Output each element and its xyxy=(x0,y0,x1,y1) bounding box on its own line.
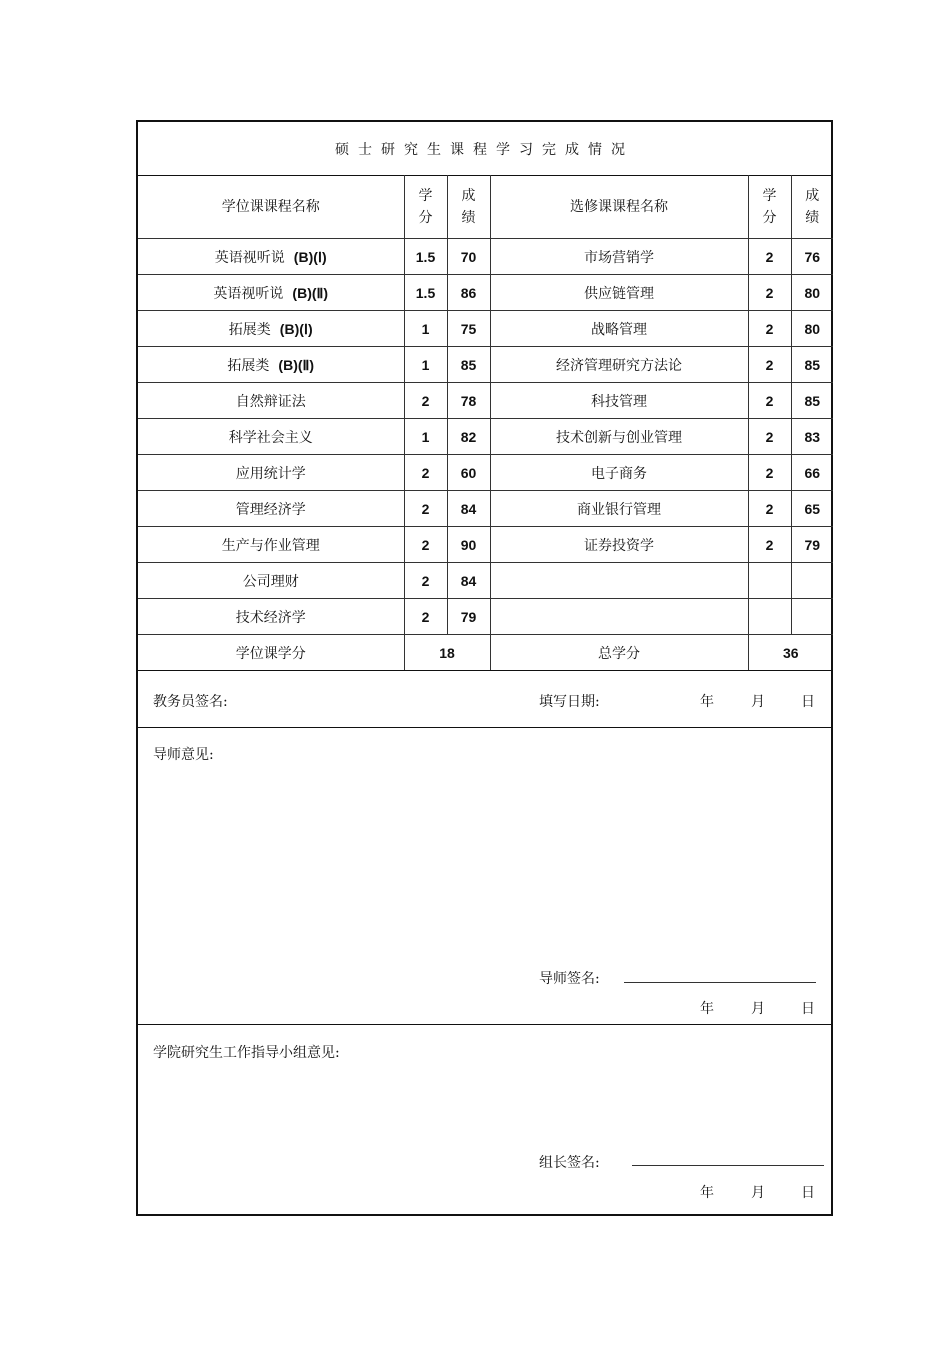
group-year-label: 年 xyxy=(700,1185,714,1201)
elective-course-name: 供应链管理 xyxy=(490,275,748,311)
elective-course-name: 科技管理 xyxy=(490,383,748,419)
degree-course-name-text: 自然辩证法 xyxy=(235,393,306,410)
advisor-signature-label: 导师签名: xyxy=(539,971,600,987)
degree-course-credit: 2 xyxy=(404,383,447,419)
degree-course-name-text: 生产与作业管理 xyxy=(221,537,320,554)
advisor-section xyxy=(138,728,831,1025)
elective-course-score xyxy=(791,563,833,599)
header-elective-credit: 学 分 xyxy=(748,175,791,239)
group-section xyxy=(138,1025,831,1216)
degree-course-level: (B)(Ⅱ) xyxy=(292,284,329,301)
group-month-label: 月 xyxy=(751,1185,765,1201)
table-row xyxy=(138,419,833,455)
degree-credit-total-value: 18 xyxy=(404,635,490,671)
elective-course-credit: 2 xyxy=(748,527,791,563)
elective-course-credit: 2 xyxy=(748,239,791,275)
elective-course-score: 80 xyxy=(791,311,833,347)
degree-course-credit: 1 xyxy=(404,347,447,383)
degree-course-credit: 2 xyxy=(404,527,447,563)
date-month-label: 月 xyxy=(751,694,765,710)
elective-course-name xyxy=(490,599,748,635)
degree-course-level: (B)(Ⅰ) xyxy=(293,248,327,265)
degree-course-name xyxy=(138,455,404,491)
degree-course-name-text: 管理经济学 xyxy=(235,501,306,518)
table-row xyxy=(138,455,833,491)
degree-course-name xyxy=(138,275,404,311)
elective-course-score: 80 xyxy=(791,275,833,311)
elective-course-credit xyxy=(748,599,791,635)
degree-course-credit: 2 xyxy=(404,491,447,527)
degree-course-name-text: 技术经济学 xyxy=(235,609,306,626)
degree-course-score: 79 xyxy=(447,599,490,635)
header-elective-course: 选修课课程名称 xyxy=(490,175,748,239)
elective-course-credit: 2 xyxy=(748,275,791,311)
elective-course-score: 76 xyxy=(791,239,833,275)
degree-course-name xyxy=(138,239,404,275)
degree-course-name xyxy=(138,527,404,563)
header-degree-credit: 学 分 xyxy=(404,175,447,239)
degree-course-name-text: 科学社会主义 xyxy=(228,429,313,446)
degree-course-name-text: 英语视听说 xyxy=(213,285,284,302)
table-row xyxy=(138,383,833,419)
table-row xyxy=(138,311,833,347)
group-leader-signature-line[interactable] xyxy=(632,1165,824,1166)
elective-course-name: 电子商务 xyxy=(490,455,748,491)
fill-date-label: 填写日期: xyxy=(539,694,600,710)
degree-course-name-text: 拓展类 xyxy=(228,321,271,338)
elective-course-score: 65 xyxy=(791,491,833,527)
degree-course-score: 78 xyxy=(447,383,490,419)
elective-course-score: 66 xyxy=(791,455,833,491)
clerk-section xyxy=(138,675,831,728)
degree-course-name xyxy=(138,491,404,527)
group-day-label: 日 xyxy=(801,1185,815,1201)
header-elective-score: 成 绩 xyxy=(791,175,833,239)
course-table xyxy=(138,175,833,671)
table-row xyxy=(138,239,833,275)
advisor-signature-line[interactable] xyxy=(624,982,816,983)
degree-course-score: 75 xyxy=(447,311,490,347)
advisor-opinion-label: 导师意见: xyxy=(153,747,214,763)
course-completion-form xyxy=(136,120,833,1216)
degree-course-credit: 2 xyxy=(404,563,447,599)
elective-course-name: 战略管理 xyxy=(490,311,748,347)
degree-course-credit: 2 xyxy=(404,455,447,491)
degree-course-credit: 2 xyxy=(404,599,447,635)
clerk-signature-label: 教务员签名: xyxy=(153,694,228,710)
elective-course-credit: 2 xyxy=(748,311,791,347)
elective-course-score: 79 xyxy=(791,527,833,563)
elective-course-name: 商业银行管理 xyxy=(490,491,748,527)
date-year-label: 年 xyxy=(700,694,714,710)
elective-course-name xyxy=(490,563,748,599)
degree-course-name xyxy=(138,347,404,383)
advisor-day-label: 日 xyxy=(801,1001,815,1017)
table-row xyxy=(138,275,833,311)
degree-course-level: (B)(Ⅱ) xyxy=(278,356,315,373)
date-day-label: 日 xyxy=(801,694,815,710)
degree-course-score: 82 xyxy=(447,419,490,455)
totals-row xyxy=(138,635,833,671)
elective-course-credit: 2 xyxy=(748,419,791,455)
elective-course-credit xyxy=(748,563,791,599)
degree-course-score: 90 xyxy=(447,527,490,563)
elective-course-credit: 2 xyxy=(748,347,791,383)
elective-course-credit: 2 xyxy=(748,455,791,491)
group-opinion-label: 学院研究生工作指导小组意见: xyxy=(153,1045,340,1061)
degree-course-score: 60 xyxy=(447,455,490,491)
elective-course-credit: 2 xyxy=(748,383,791,419)
elective-course-name: 市场营销学 xyxy=(490,239,748,275)
elective-course-score: 85 xyxy=(791,347,833,383)
table-row xyxy=(138,563,833,599)
advisor-year-label: 年 xyxy=(700,1001,714,1017)
elective-course-name: 经济管理研究方法论 xyxy=(490,347,748,383)
group-leader-signature-label: 组长签名: xyxy=(539,1155,600,1171)
degree-course-credit: 1.5 xyxy=(404,275,447,311)
degree-course-credit: 1.5 xyxy=(404,239,447,275)
degree-course-credit: 1 xyxy=(404,419,447,455)
degree-course-score: 84 xyxy=(447,563,490,599)
table-row xyxy=(138,527,833,563)
degree-course-name xyxy=(138,311,404,347)
degree-course-name-text: 公司理财 xyxy=(242,573,299,590)
degree-course-name-text: 拓展类 xyxy=(227,357,270,374)
elective-course-name: 证券投资学 xyxy=(490,527,748,563)
header-degree-course: 学位课课程名称 xyxy=(138,175,404,239)
elective-course-name: 技术创新与创业管理 xyxy=(490,419,748,455)
elective-course-credit: 2 xyxy=(748,491,791,527)
elective-course-score xyxy=(791,599,833,635)
total-credit-label: 总学分 xyxy=(490,635,748,671)
degree-course-name-text: 英语视听说 xyxy=(214,249,285,266)
total-credit-value: 36 xyxy=(748,635,833,671)
degree-course-score: 86 xyxy=(447,275,490,311)
degree-course-name xyxy=(138,563,404,599)
table-header-row xyxy=(138,175,833,239)
degree-credit-total-label: 学位课学分 xyxy=(138,635,404,671)
elective-course-score: 85 xyxy=(791,383,833,419)
degree-course-level: (B)(Ⅰ) xyxy=(279,320,313,337)
degree-course-credit: 1 xyxy=(404,311,447,347)
degree-course-name-text: 应用统计学 xyxy=(235,465,306,482)
degree-course-name xyxy=(138,599,404,635)
header-degree-score: 成 绩 xyxy=(447,175,490,239)
degree-course-score: 85 xyxy=(447,347,490,383)
table-row xyxy=(138,599,833,635)
degree-course-name xyxy=(138,383,404,419)
table-row xyxy=(138,491,833,527)
table-row xyxy=(138,347,833,383)
degree-course-score: 84 xyxy=(447,491,490,527)
form-title: 硕士研究生课程学习完成情况 xyxy=(138,122,831,176)
degree-course-name xyxy=(138,419,404,455)
elective-course-score: 83 xyxy=(791,419,833,455)
advisor-month-label: 月 xyxy=(751,1001,765,1017)
degree-course-score: 70 xyxy=(447,239,490,275)
